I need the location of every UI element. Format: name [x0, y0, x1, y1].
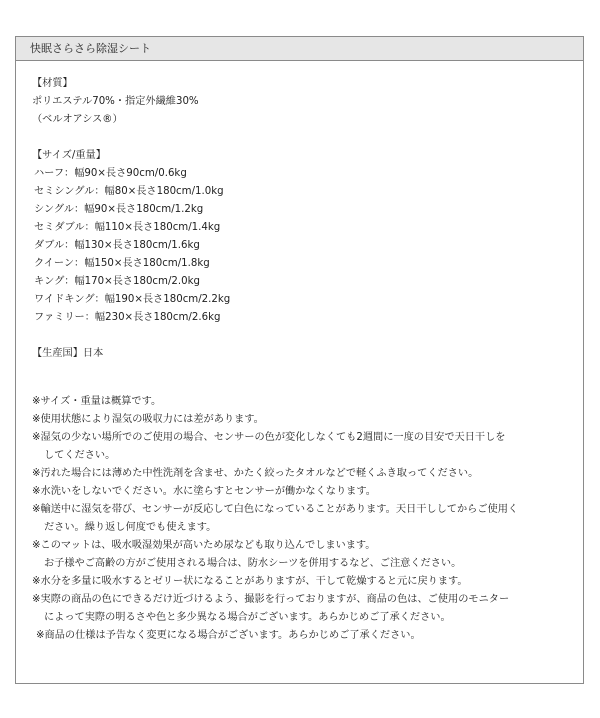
origin-text: 【生産国】日本: [32, 348, 104, 359]
note-item: ※湿気の少ない場所でのご使用の場合、センサーの色が変化しなくても2週間に一度の目安で天日干しを: [32, 432, 506, 443]
spacer: [32, 129, 573, 147]
size-item: シングル：幅90×長さ180cm/1.2kg: [34, 204, 204, 215]
note-item: ※水分を多量に吸水するとゼリー状になることがありますが、干して乾燥すると元に戻ります。: [32, 576, 468, 587]
note-item: ※商品の仕様は予告なく変更になる場合がございます。あらかじめご了承ください。: [36, 630, 421, 641]
note-continuation: お子様やご高齢の方がご使用される場合は、防水シーツを併用するなど、ご注意ください。: [44, 558, 462, 569]
size-item: ワイドキング：幅190×長さ180cm/2.2kg: [34, 294, 231, 305]
size-item: キング：幅170×長さ180cm/2.0kg: [34, 276, 200, 287]
size-item: ハーフ：幅90×長さ90cm/0.6kg: [34, 168, 187, 179]
note-item: ※実際の商品の色にできるだけ近づけるよう、撮影を行っておりますが、商品の色は、ご使用のモニター: [32, 594, 510, 605]
note-continuation: によって実際の明るさや色と多少異なる場合がございます。あらかじめご了承ください。: [44, 612, 451, 623]
material-heading: 【材質】: [32, 78, 73, 89]
size-heading: 【サイズ/重量】: [32, 150, 106, 161]
size-item: セミダブル：幅110×長さ180cm/1.4kg: [34, 222, 221, 233]
notes-list: [32, 393, 573, 645]
panel-title: 快眠さらさら除湿シート: [16, 37, 583, 61]
spec-content: [32, 75, 573, 645]
size-item: ファミリー：幅230×長さ180cm/2.6kg: [34, 312, 221, 323]
material-line: ポリエステル70%・指定外繊維30%: [32, 96, 199, 107]
note-continuation: ださい。繰り返し何度でも使えます。: [44, 522, 217, 533]
note-item: ※水洗いをしないでください。水に塗らすとセンサーが働かなくなります。: [32, 486, 376, 497]
note-item: ※サイズ・重量は概算です。: [32, 396, 162, 407]
note-continuation: してください。: [44, 450, 116, 461]
size-item: セミシングル：幅80×長さ180cm/1.0kg: [34, 186, 224, 197]
spacer: [32, 327, 573, 345]
spacer: [32, 363, 573, 381]
spacer: [32, 381, 573, 393]
size-item: クイーン：幅150×長さ180cm/1.8kg: [34, 258, 210, 269]
note-item: ※輸送中に湿気を帯び、センサーが反応して白色になっていることがあります。天日干ししてからご使用く: [32, 504, 519, 515]
note-item: ※使用状態により湿気の吸収力には差があります。: [32, 414, 264, 425]
material-line: （ベルオアシス®）: [32, 114, 123, 125]
spec-panel: [15, 36, 584, 684]
size-item: ダブル：幅130×長さ180cm/1.6kg: [34, 240, 200, 251]
note-item: ※このマットは、吸水吸湿効果が高いため尿なども取り込んでしまいます。: [32, 540, 376, 551]
note-item: ※汚れた場合には薄めた中性洗剤を含ませ、かたく絞ったタオルなどで軽くふき取ってください。: [32, 468, 479, 479]
